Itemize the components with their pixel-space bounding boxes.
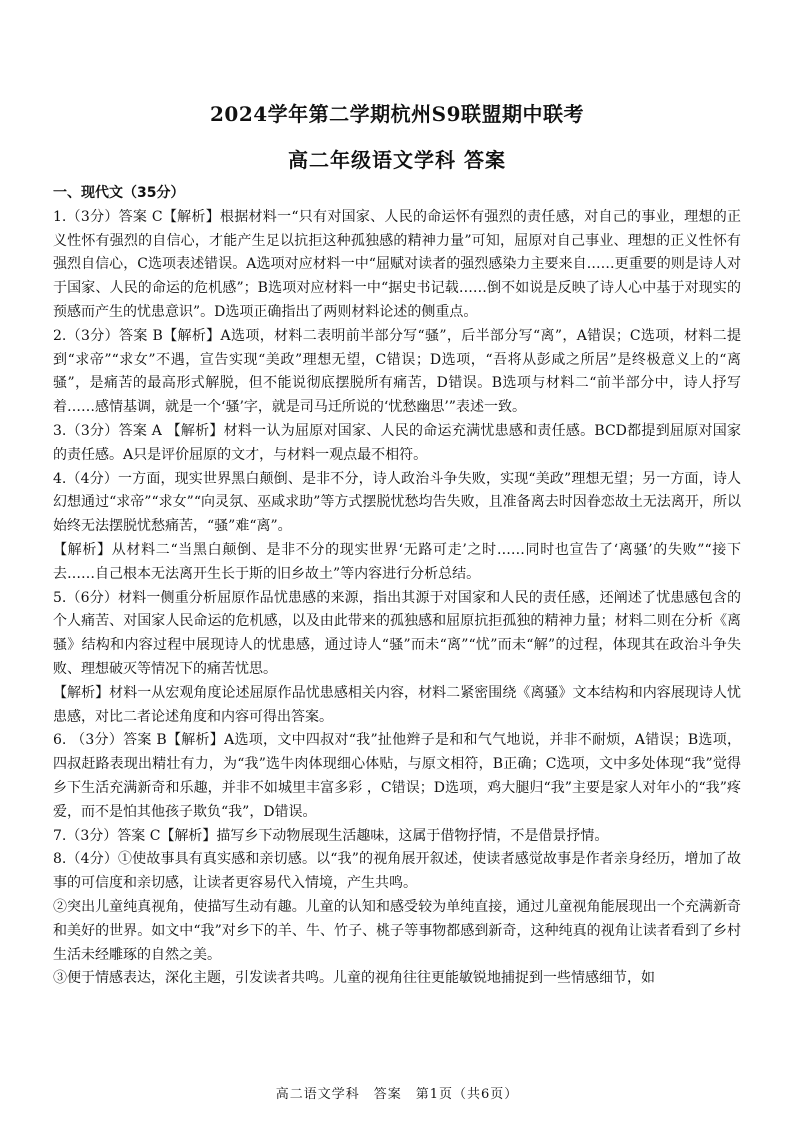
answer-paragraph-q4-analysis: 【解析】从材料二“当黑白颠倒、是非不分的现实世界‘无路可走’之时……同时也宣告了‘离骚’的失败”“接下去……自己根本无法离开生长于斯的旧乡故土”等内容进行分析总结。 xyxy=(53,541,741,582)
answer-paragraph-q2: 2.（3分）答案 B【解析】A选项，材料二表明前半部分写“骚”，后半部分写“离”，A错误；C选项，材料二提到“求帝”“求女”不遇，宣告实现“美政”理想无望，C错误；D选项，“吾将从彭咸之所居”是终极意义上的“离骚”，是痛苦的最高形式解脱，但不能说彻底摆脱所有痛苦，D错误。B选项与材料二“前半部分中，诗人抒写着……感情基调，就是一个‘骚’字，就是司马迁所说的‘忧愁幽思’”表述一致。 xyxy=(53,327,741,416)
section-heading: 一、现代文（35分） xyxy=(53,185,185,201)
answer-paragraph-q4: 4.（4分）一方面，现实世界黑白颠倒、是非不分，诗人政治斗争失败，实现“美政”理想无望；另一方面，诗人幻想通过“求帝”“求女”“向灵氛、巫咸求助”等方式摆脱忧愁均告失败，且准备离去时因眷恋故土无法离开，所以始终无法摆脱忧愁痛苦，“骚”难“离”。 xyxy=(53,470,741,535)
answer-paragraph-q8-point3: ③便于情感表达，深化主题，引发读者共鸣。儿童的视角往往更能敏锐地捕捉到一些情感细节，如 xyxy=(53,970,655,987)
answer-paragraph-q5-analysis: 【解析】材料一从宏观角度论述屈原作品忧患感相关内容，材料二紧密围绕《离骚》文本结构和内容展现诗人忧患感，对比二者论述角度和内容可得出答案。 xyxy=(53,684,741,725)
answer-paragraph-q3: 3.（3分）答案 A 【解析】材料一认为屈原对国家、人民的命运充满忧患感和责任感。BCD都提到屈原对国家的责任感。A只是评价屈原的文才，与材料一观点最不相符。 xyxy=(53,422,741,463)
answer-paragraph-q8-point2: ②突出儿童纯真视角，使描写生动有趣。儿童的认知和感受较为单纯直接，通过儿童视角能展现出一个充满新奇和美好的世界。如文中“我”对乡下的羊、牛、竹子、桃子等事物都感到新奇，这种纯真的视角让读者看到了乡村生活未经雕琢的自然之美。 xyxy=(53,898,741,963)
answer-paragraph-q7: 7.（3分）答案 C【解析】描写乡下动物展现生活趣味，这属于借物抒情，不是借景抒情。 xyxy=(53,827,609,844)
answer-paragraph-q1: 1.（3分）答案 C【解析】根据材料一“只有对国家、人民的命运怀有强烈的责任感，对自己的事业，理想的正义性怀有强烈的自信心，才能产生足以抗拒这种孤独感的精神力量”可知，屈原对自己事业、理想的正义性怀有强烈自信心，C选项表述错误。A选项对应材料一中“屈赋对读者的强烈感染力主要来自……更重要的则是诗人对于国家、人民的命运的危机感”；B选项对应材料一中“据史书记载……倒不如说是反映了诗人心中基于对现实的预感而产生的忧患意识”。D选项正确指出了两则材料论述的侧重点。 xyxy=(53,208,741,320)
exam-title: 2024学年第二学期杭州S9联盟期中联考 xyxy=(209,102,585,126)
answer-paragraph-q5: 5.（6分）材料一侧重分析屈原作品忧患感的来源，指出其源于对国家和人民的责任感，还阐述了忧患感包含的个人痛苦、对国家人民命运的危机感，以及由此带来的孤独感和屈原抗拒孤独的精神力量；材料二则在分析《离骚》结构和内容过程中展现诗人的忧患感，通过诗人“骚”而未“离”“忧”而未“解”的过程，体现其在政治斗争失败、理想破灭等情况下的痛苦忧思。 xyxy=(53,589,741,677)
answer-paragraph-q8-point1: 8.（4分）①使故事具有真实感和亲切感。以“我”的视角展开叙述，使读者感觉故事是作者亲身经历，增加了故事的可信度和亲切感，让读者更容易代入情境，产生共鸣。 xyxy=(53,851,741,892)
exam-subtitle: 高二年级语文学科 答案 xyxy=(288,148,506,172)
answer-paragraph-q6: 6. （3分）答案 B【解析】A选项，文中四叔对“我”扯他辫子是和和气气地说，并非不耐烦，A错误；B选项，四叔赶路表现出精壮有力，为“我”选牛肉体现细心体贴，与原文相符，B正确；C选项，文中多处体现“我”觉得乡下生活充满新奇和乐趣，并非不如城里丰富多彩 ，C错误；D选项，鸡大腿归“我”主要是家人对年小的“我”疼爱，而不是怕其他孩子欺负“我”，D错误。 xyxy=(53,732,741,820)
answer-content xyxy=(53,182,741,991)
page-footer: 高二语文学科 答案 第1页（共6页） xyxy=(275,1087,519,1102)
